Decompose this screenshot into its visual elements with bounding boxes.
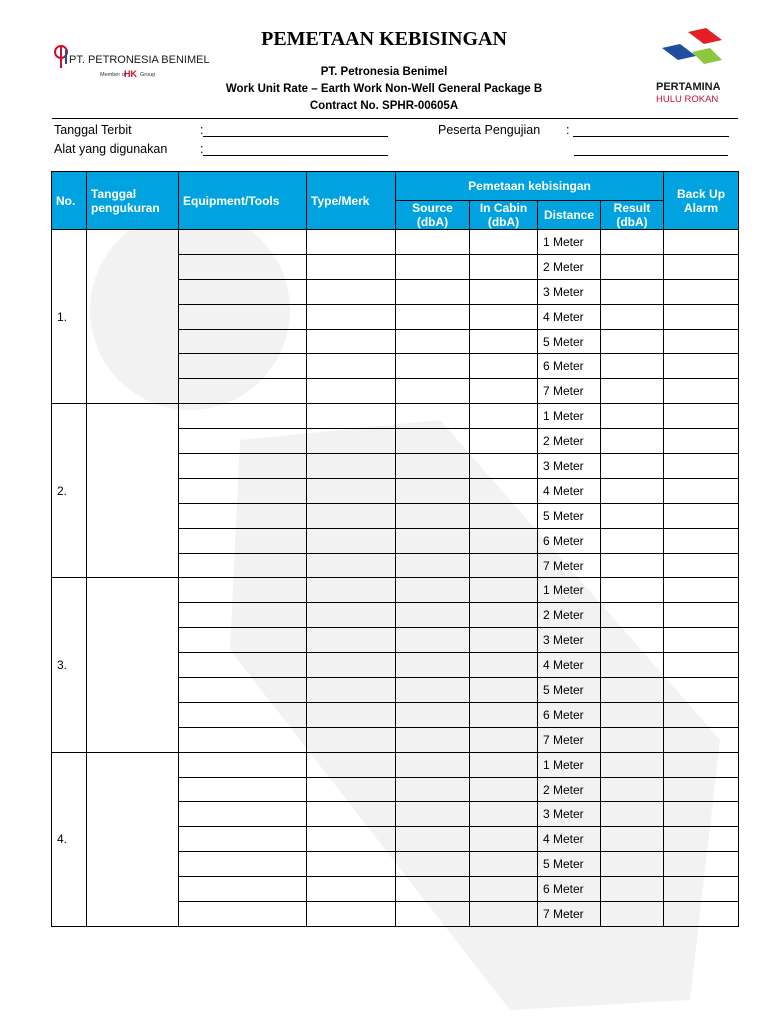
- group-number: 1.: [52, 230, 87, 404]
- equipment-cell[interactable]: [179, 827, 307, 852]
- tanggal-cell[interactable]: [87, 578, 179, 752]
- in-cabin-cell[interactable]: [470, 354, 538, 379]
- source-cell[interactable]: [396, 254, 470, 279]
- backup-alarm-cell[interactable]: [664, 902, 739, 927]
- distance-cell: 5 Meter: [538, 852, 601, 877]
- distance-cell: 2 Meter: [538, 254, 601, 279]
- in-cabin-cell[interactable]: [470, 553, 538, 578]
- equipment-cell[interactable]: [179, 230, 307, 255]
- result-cell[interactable]: [601, 578, 664, 603]
- group-number: 3.: [52, 578, 87, 752]
- distance-cell: 2 Meter: [538, 603, 601, 628]
- in-cabin-cell[interactable]: [470, 827, 538, 852]
- source-cell[interactable]: [396, 503, 470, 528]
- source-cell[interactable]: [396, 329, 470, 354]
- in-cabin-cell[interactable]: [470, 628, 538, 653]
- type-cell[interactable]: [307, 702, 396, 727]
- backup-alarm-cell[interactable]: [664, 404, 739, 429]
- result-cell[interactable]: [601, 678, 664, 703]
- result-cell[interactable]: [601, 877, 664, 902]
- source-cell[interactable]: [396, 379, 470, 404]
- equipment-cell[interactable]: [179, 852, 307, 877]
- header-pemetaan: Pemetaan kebisingan: [396, 172, 664, 201]
- source-cell[interactable]: [396, 678, 470, 703]
- type-cell[interactable]: [307, 429, 396, 454]
- group-number: 2.: [52, 404, 87, 578]
- in-cabin-cell[interactable]: [470, 279, 538, 304]
- type-cell[interactable]: [307, 454, 396, 479]
- svg-text:HK: HK: [124, 69, 137, 79]
- backup-alarm-cell[interactable]: [664, 379, 739, 404]
- backup-alarm-cell[interactable]: [664, 877, 739, 902]
- type-cell[interactable]: [307, 678, 396, 703]
- in-cabin-cell[interactable]: [470, 877, 538, 902]
- result-cell[interactable]: [601, 702, 664, 727]
- project-name: Work Unit Rate – Earth Work Non-Well General Package B: [225, 83, 543, 95]
- distance-cell: 7 Meter: [538, 553, 601, 578]
- header-type: Type/Merk: [307, 172, 396, 230]
- tanggal-cell[interactable]: [87, 230, 179, 404]
- header-in-cabin: In Cabin (dbA): [470, 201, 538, 230]
- type-cell[interactable]: [307, 877, 396, 902]
- backup-alarm-cell[interactable]: [664, 603, 739, 628]
- equipment-cell[interactable]: [179, 304, 307, 329]
- page-title: PEMETAAN KEBISINGAN: [261, 28, 507, 50]
- in-cabin-cell[interactable]: [470, 503, 538, 528]
- result-cell[interactable]: [601, 354, 664, 379]
- source-cell[interactable]: [396, 429, 470, 454]
- type-cell[interactable]: [307, 304, 396, 329]
- header-distance: Distance: [538, 201, 601, 230]
- type-cell[interactable]: [307, 827, 396, 852]
- source-cell[interactable]: [396, 454, 470, 479]
- source-cell[interactable]: [396, 304, 470, 329]
- source-cell[interactable]: [396, 354, 470, 379]
- in-cabin-cell[interactable]: [470, 802, 538, 827]
- type-cell[interactable]: [307, 230, 396, 255]
- equipment-cell[interactable]: [179, 429, 307, 454]
- backup-alarm-cell[interactable]: [664, 678, 739, 703]
- header-no: No.: [52, 172, 87, 230]
- result-cell[interactable]: [601, 852, 664, 877]
- source-cell[interactable]: [396, 404, 470, 429]
- distance-cell: 3 Meter: [538, 454, 601, 479]
- equipment-cell[interactable]: [179, 404, 307, 429]
- equipment-cell[interactable]: [179, 752, 307, 777]
- distance-cell: 4 Meter: [538, 304, 601, 329]
- result-cell[interactable]: [601, 628, 664, 653]
- result-cell[interactable]: [601, 503, 664, 528]
- backup-alarm-cell[interactable]: [664, 429, 739, 454]
- equipment-cell[interactable]: [179, 553, 307, 578]
- source-cell[interactable]: [396, 653, 470, 678]
- equipment-cell[interactable]: [179, 777, 307, 802]
- result-cell[interactable]: [601, 902, 664, 927]
- in-cabin-cell[interactable]: [470, 528, 538, 553]
- tanggal-terbit-label: Tanggal Terbit: [54, 123, 132, 137]
- equipment-cell[interactable]: [179, 478, 307, 503]
- equipment-cell[interactable]: [179, 603, 307, 628]
- svg-text:Group: Group: [140, 72, 156, 78]
- type-cell[interactable]: [307, 404, 396, 429]
- distance-cell: 3 Meter: [538, 279, 601, 304]
- result-cell[interactable]: [601, 379, 664, 404]
- equipment-cell[interactable]: [179, 902, 307, 927]
- distance-cell: 1 Meter: [538, 230, 601, 255]
- source-cell[interactable]: [396, 528, 470, 553]
- backup-alarm-cell[interactable]: [664, 354, 739, 379]
- equipment-cell[interactable]: [179, 578, 307, 603]
- table-row: [52, 752, 739, 777]
- backup-alarm-cell[interactable]: [664, 802, 739, 827]
- table-row: [52, 230, 739, 255]
- equipment-cell[interactable]: [179, 503, 307, 528]
- equipment-cell[interactable]: [179, 877, 307, 902]
- source-cell[interactable]: [396, 877, 470, 902]
- contract-number: Contract No. SPHR-00605A: [309, 100, 459, 112]
- backup-alarm-cell[interactable]: [664, 727, 739, 752]
- type-cell[interactable]: [307, 329, 396, 354]
- backup-alarm-cell[interactable]: [664, 702, 739, 727]
- backup-alarm-cell[interactable]: [664, 827, 739, 852]
- distance-cell: 6 Meter: [538, 528, 601, 553]
- type-cell[interactable]: [307, 628, 396, 653]
- in-cabin-cell[interactable]: [470, 379, 538, 404]
- type-cell[interactable]: [307, 478, 396, 503]
- backup-alarm-cell[interactable]: [664, 752, 739, 777]
- distance-cell: 6 Meter: [538, 702, 601, 727]
- type-cell[interactable]: [307, 553, 396, 578]
- distance-cell: 5 Meter: [538, 329, 601, 354]
- equipment-cell[interactable]: [179, 379, 307, 404]
- distance-cell: 5 Meter: [538, 678, 601, 703]
- type-cell[interactable]: [307, 777, 396, 802]
- in-cabin-cell[interactable]: [470, 304, 538, 329]
- equipment-cell[interactable]: [179, 802, 307, 827]
- backup-alarm-cell[interactable]: [664, 528, 739, 553]
- result-cell[interactable]: [601, 329, 664, 354]
- result-cell[interactable]: [601, 454, 664, 479]
- in-cabin-cell[interactable]: [470, 230, 538, 255]
- backup-alarm-cell[interactable]: [664, 653, 739, 678]
- in-cabin-cell[interactable]: [470, 578, 538, 603]
- type-cell[interactable]: [307, 603, 396, 628]
- backup-alarm-cell[interactable]: [664, 503, 739, 528]
- distance-cell: 1 Meter: [538, 578, 601, 603]
- distance-cell: 7 Meter: [538, 727, 601, 752]
- result-cell[interactable]: [601, 478, 664, 503]
- table-row: [52, 578, 739, 603]
- type-cell[interactable]: [307, 802, 396, 827]
- result-cell[interactable]: [601, 404, 664, 429]
- equipment-cell[interactable]: [179, 454, 307, 479]
- equipment-cell[interactable]: [179, 528, 307, 553]
- result-cell[interactable]: [601, 802, 664, 827]
- backup-alarm-cell[interactable]: [664, 852, 739, 877]
- backup-alarm-cell[interactable]: [664, 279, 739, 304]
- in-cabin-cell[interactable]: [470, 429, 538, 454]
- result-cell[interactable]: [601, 603, 664, 628]
- type-cell[interactable]: [307, 902, 396, 927]
- backup-alarm-cell[interactable]: [664, 777, 739, 802]
- source-cell[interactable]: [396, 902, 470, 927]
- peserta-label: Peserta Pengujian: [438, 123, 541, 137]
- source-cell[interactable]: [396, 578, 470, 603]
- tanggal-terbit-field[interactable]: :: [200, 123, 388, 137]
- distance-cell: 4 Meter: [538, 653, 601, 678]
- header-source: Source (dbA): [396, 201, 470, 230]
- distance-cell: 7 Meter: [538, 379, 601, 404]
- distance-cell: 3 Meter: [538, 628, 601, 653]
- distance-cell: 2 Meter: [538, 777, 601, 802]
- distance-cell: 5 Meter: [538, 503, 601, 528]
- source-cell[interactable]: [396, 702, 470, 727]
- type-cell[interactable]: [307, 752, 396, 777]
- in-cabin-cell[interactable]: [470, 902, 538, 927]
- in-cabin-cell[interactable]: [470, 727, 538, 752]
- in-cabin-cell[interactable]: [470, 653, 538, 678]
- distance-cell: 6 Meter: [538, 877, 601, 902]
- result-cell[interactable]: [601, 279, 664, 304]
- distance-cell: 1 Meter: [538, 404, 601, 429]
- equipment-cell[interactable]: [179, 653, 307, 678]
- distance-cell: 4 Meter: [538, 827, 601, 852]
- type-cell[interactable]: [307, 354, 396, 379]
- source-cell[interactable]: [396, 603, 470, 628]
- result-cell[interactable]: [601, 429, 664, 454]
- source-cell[interactable]: [396, 553, 470, 578]
- in-cabin-cell[interactable]: [470, 678, 538, 703]
- in-cabin-cell[interactable]: [470, 603, 538, 628]
- result-cell[interactable]: [601, 553, 664, 578]
- backup-alarm-cell[interactable]: [664, 254, 739, 279]
- company-name: PT. Petronesia Benimel: [320, 66, 448, 78]
- source-cell[interactable]: [396, 478, 470, 503]
- in-cabin-cell[interactable]: [470, 254, 538, 279]
- in-cabin-cell[interactable]: [470, 404, 538, 429]
- result-cell[interactable]: [601, 777, 664, 802]
- backup-alarm-cell[interactable]: [664, 329, 739, 354]
- source-cell[interactable]: [396, 777, 470, 802]
- source-cell[interactable]: [396, 628, 470, 653]
- backup-alarm-cell[interactable]: [664, 230, 739, 255]
- type-cell[interactable]: [307, 653, 396, 678]
- type-cell[interactable]: [307, 727, 396, 752]
- distance-cell: 4 Meter: [538, 478, 601, 503]
- type-cell[interactable]: [307, 503, 396, 528]
- equipment-cell[interactable]: [179, 727, 307, 752]
- result-cell[interactable]: [601, 752, 664, 777]
- tanggal-cell[interactable]: [87, 404, 179, 578]
- equipment-cell[interactable]: [179, 279, 307, 304]
- result-cell[interactable]: [601, 254, 664, 279]
- backup-alarm-cell[interactable]: [664, 553, 739, 578]
- source-cell[interactable]: [396, 827, 470, 852]
- type-cell[interactable]: [307, 279, 396, 304]
- distance-cell: 3 Meter: [538, 802, 601, 827]
- source-cell[interactable]: [396, 727, 470, 752]
- noise-mapping-table: [51, 171, 739, 927]
- result-cell[interactable]: [601, 727, 664, 752]
- alat-field[interactable]: :: [200, 142, 388, 156]
- svg-text:HULU ROKAN: HULU ROKAN: [656, 94, 719, 105]
- type-cell[interactable]: [307, 254, 396, 279]
- in-cabin-cell[interactable]: [470, 454, 538, 479]
- alat-label: Alat yang digunakan: [54, 142, 168, 156]
- backup-alarm-cell[interactable]: [664, 628, 739, 653]
- result-cell[interactable]: [601, 827, 664, 852]
- distance-cell: 1 Meter: [538, 752, 601, 777]
- svg-text:Member of: Member of: [100, 72, 127, 78]
- backup-alarm-cell[interactable]: [664, 304, 739, 329]
- header-result: Result (dbA): [601, 201, 664, 230]
- equipment-cell[interactable]: [179, 254, 307, 279]
- equipment-cell[interactable]: [179, 354, 307, 379]
- table-row: [52, 404, 739, 429]
- in-cabin-cell[interactable]: [470, 478, 538, 503]
- source-cell[interactable]: [396, 279, 470, 304]
- svg-text:PERTAMINA: PERTAMINA: [656, 81, 721, 93]
- header-divider: [52, 118, 738, 119]
- group-number: 4.: [52, 752, 87, 926]
- distance-cell: 6 Meter: [538, 354, 601, 379]
- equipment-cell[interactable]: [179, 329, 307, 354]
- peserta-field-2[interactable]: [574, 142, 728, 156]
- header-backup-alarm: Back Up Alarm: [664, 172, 739, 230]
- source-cell[interactable]: [396, 802, 470, 827]
- distance-cell: 2 Meter: [538, 429, 601, 454]
- equipment-cell[interactable]: [179, 678, 307, 703]
- result-cell[interactable]: [601, 653, 664, 678]
- type-cell[interactable]: [307, 852, 396, 877]
- source-cell[interactable]: [396, 852, 470, 877]
- result-cell[interactable]: [601, 230, 664, 255]
- tanggal-cell[interactable]: [87, 752, 179, 926]
- in-cabin-cell[interactable]: [470, 702, 538, 727]
- in-cabin-cell[interactable]: [470, 329, 538, 354]
- result-cell[interactable]: [601, 304, 664, 329]
- result-cell[interactable]: [601, 528, 664, 553]
- header-equipment: Equipment/Tools: [179, 172, 307, 230]
- header-tanggal: Tanggal pengukuran: [87, 172, 179, 230]
- backup-alarm-cell[interactable]: [664, 454, 739, 479]
- backup-alarm-cell[interactable]: [664, 578, 739, 603]
- source-cell[interactable]: [396, 230, 470, 255]
- in-cabin-cell[interactable]: [470, 777, 538, 802]
- backup-alarm-cell[interactable]: [664, 478, 739, 503]
- in-cabin-cell[interactable]: [470, 852, 538, 877]
- equipment-cell[interactable]: [179, 702, 307, 727]
- petronesia-logo-text: PT. PETRONESIA BENIMEL: [69, 54, 210, 66]
- type-cell[interactable]: [307, 578, 396, 603]
- peserta-field-1[interactable]: :: [566, 123, 729, 137]
- in-cabin-cell[interactable]: [470, 752, 538, 777]
- type-cell[interactable]: [307, 379, 396, 404]
- type-cell[interactable]: [307, 528, 396, 553]
- source-cell[interactable]: [396, 752, 470, 777]
- equipment-cell[interactable]: [179, 628, 307, 653]
- distance-cell: 7 Meter: [538, 902, 601, 927]
